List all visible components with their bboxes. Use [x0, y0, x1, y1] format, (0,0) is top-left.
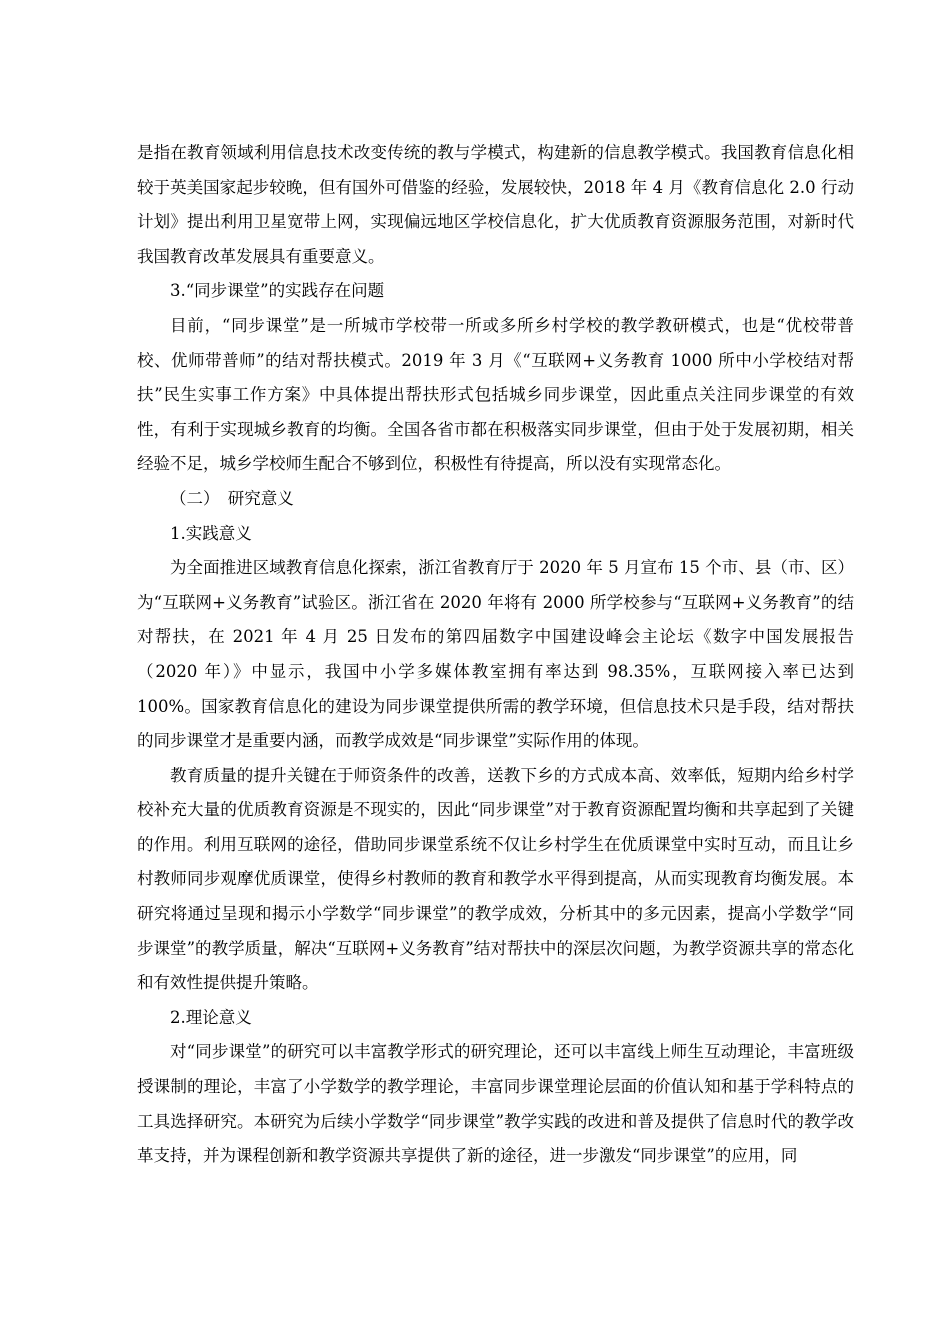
heading-practice-problems: 3.“同步课堂”的实践存在问题: [170, 281, 385, 301]
paragraph-problems: 目前，“同步课堂”是一所城市学校带一所或多所乡村学校的教学教研模式，也是“优校带普校、优师带普师”的结对帮扶模式。2019 年 3 月《“互联网+义务教育 1000 所中小学校结对帮扶”民生实事工作方案》中具体提出帮扶形式包括城乡同步课堂，因此重点关注同步课堂的有效性，有利于实现城乡教育的均衡。全国各省市都在积极落实同步课堂，但由于处于发展初期，相关经验不足，城乡学校师生配合不够到位，积极性有待提高，所以没有实现常态化。: [137, 315, 854, 474]
paragraph-continued: 是指在教育领域利用信息技术改变传统的教与学模式，构建新的信息教学模式。我国教育信息化相较于英美国家起步较晚，但有国外可借鉴的经验，发展较快，2018 年 4 月《教育信息化 2.0 行动计划》提出利用卫星宽带上网，实现偏远地区学校信息化，扩大优质教育资源服务范围，对新时代我国教育改革发展具有重要意义。: [137, 143, 854, 266]
document-page: [137, 136, 854, 1174]
paragraph-practical-1: 为全面推进区域教育信息化探索，浙江省教育厅于 2020 年 5 月宣布 15 个市、县（市、区）为“互联网+义务教育”试验区。浙江省在 2020 年将有 2000 所学校参与“互联网+义务教育”的结对帮扶，在 2021 年 4 月 25 日发布的第四届数字中国建设峰会主论坛《数字中国发展报告（2020 年）》中显示，我国中小学多媒体教室拥有率达到 98.35%，互联网接入率已达到 100%。国家教育信息化的建设为同步课堂提供所需的教学环境，但信息技术只是手段，结对帮扶的同步课堂才是重要内涵，而教学成效是“同步课堂”实际作用的体现。: [137, 558, 854, 751]
paragraph-theoretical: 对“同步课堂”的研究可以丰富教学形式的研究理论，还可以丰富线上师生互动理论，丰富班级授课制的理论，丰富了小学数学的教学理论，丰富同步课堂理论层面的价值认知和基于学科特点的工具选择研究。本研究为后续小学数学“同步课堂”教学实践的改进和普及提供了信息时代的教学改革支持，并为课程创新和教学资源共享提供了新的途径，进一步激发“同步课堂”的应用，同: [137, 1042, 854, 1166]
heading-theoretical-significance: 2.理论意义: [170, 1007, 252, 1027]
paragraph-practical-2: 教育质量的提升关键在于师资条件的改善，送教下乡的方式成本高、效率低，短期内给乡村学校补充大量的优质教育资源是不现实的，因此“同步课堂”对于教育资源配置均衡和共享起到了关键的作用。利用互联网的途径，借助同步课堂系统不仅让乡村学生在优质课堂中实时互动，而且让乡村教师同步观摩优质课堂，使得乡村教师的教育和教学水平得到提高，从而实现教育均衡发展。本研究将通过呈现和揭示小学数学“同步课堂”的教学成效，分析其中的多元因素，提高小学数学“同步课堂”的教学质量，解决“互联网+义务教育”结对帮扶中的深层次问题，为教学资源共享的常态化和有效性提供提升策略。: [137, 765, 854, 993]
heading-practical-significance: 1.实践意义: [170, 523, 252, 543]
heading-research-significance: （二） 研究意义: [170, 488, 294, 508]
